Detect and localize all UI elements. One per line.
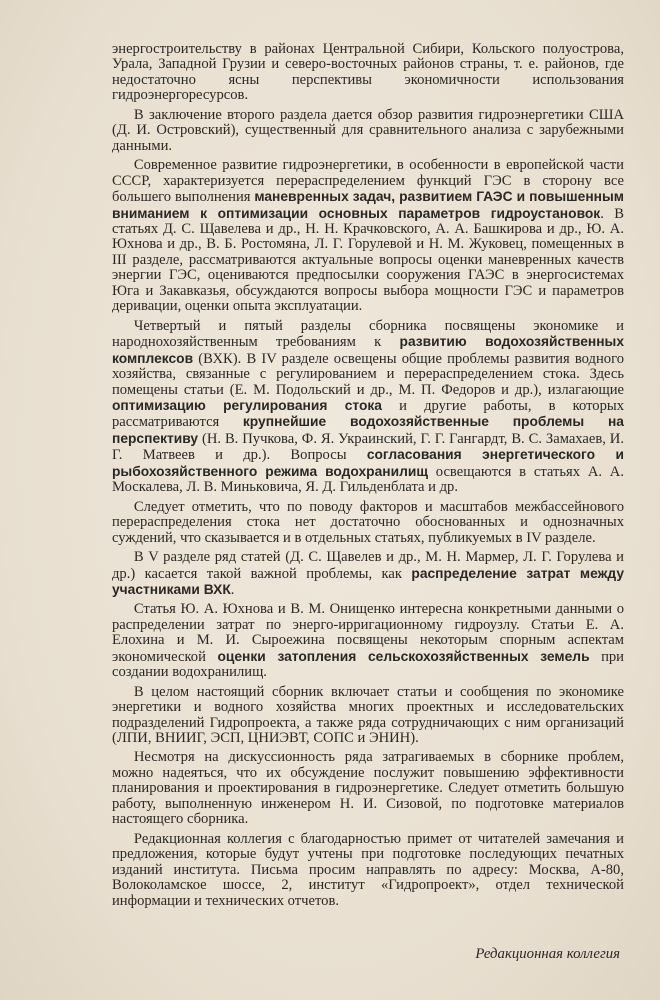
paragraph — [112, 108, 624, 154]
text-segment: Современное развитие гидроэнергетики, в особенности в европейской части СССР, характеризуется перераспределением функций ГЭС в сторону все большего выполнения — [112, 157, 624, 206]
text-segment: при создании водохранилищ. — [112, 648, 624, 681]
text-segment: освещаются в статьях А. А. Москалева, Л. В. Миньковича, Я. Д. Гильденблата и др. — [112, 463, 624, 496]
text-segment: (Н. В. Пучкова, Ф. Я. Украинский, Г. Г. Гангардт, В. С. Замахаев, И. Г. Матвеев и др.). Вопросы — [112, 430, 624, 464]
paragraph — [112, 832, 624, 909]
text-segment: . В статьях Д. С. Щавелева и др., Н. Н. Крачковского, А. А. Башкирова и др., Ю. А. Юхнова и др., В. Б. Ростомяна, Л. Г. Горулевой и Н. М. Жуковец, помещенных в III разделе, рассматриваются актуальные вопросы оценки маневренных качеств энергии ГЭС, оцениваются предпосылки сооружения ГАЭС в энергосистемах Юга и Закавказья, обсуждаются вопросы выбора мощности ГЭС и параметров деривации, оценки опыта эксплуатации. — [112, 205, 624, 315]
paragraph — [112, 602, 624, 680]
text-segment: Несмотря на дискуссионность ряда затрагиваемых в сборнике проблем, можно надеяться, что их обсуждение послужит повышению эффективности планирования и проектирования в гидроэнергетике. Следует отметить большую работу, выполненную инженером Н. И. Сизовой, по подготовке материалов настоящего сборника. — [112, 749, 624, 828]
paragraph — [112, 500, 624, 546]
text-segment: Редакционная коллегия с благодарностью примет от читателей замечания и предложения, которые будут учтены при подготовке последующих печатных изданий института. Письма просим направлять по адресу: Москва, А-80, Волоколамское шоссе, 2, институт «Гидропроект», отдел технической информации и технических отчетов. — [112, 830, 624, 909]
emphasized-text: оценки затопления сельскохозяйственных земель — [217, 648, 590, 664]
paragraph — [112, 550, 624, 598]
paragraph — [112, 685, 624, 747]
text-segment: В V разделе ряд статей (Д. С. Щавелев и др., М. Н. Мармер, Л. Г. Горулева и др.) касается такой важной проблемы, как — [112, 549, 624, 582]
text-segment: В целом настоящий сборник включает статьи и сообщения по экономике энергетики и водного хозяйства многих проектных и исследовательских подразделений Гидропроекта, а также ряда сотрудничающих с ним организаций (ЛПИ, ВНИИГ, ЭСП, ЦНИЭВТ, СОПС и ЭНИН). — [112, 683, 624, 747]
paragraph — [112, 750, 624, 827]
emphasized-text: маневренных задач, развитием ГАЭС и повышенным вниманием к оптимизации основных параметров гидроустановок — [112, 189, 624, 221]
emphasized-text: развитию водохозяйственных комплексов — [112, 334, 624, 366]
emphasized-text: распределение затрат между участниками ВХК — [112, 565, 624, 597]
text-segment: В заключение второго раздела дается обзор развития гидроэнергетики США (Д. И. Островский), существенный для сравнительного анализа с зарубежными данными. — [112, 106, 624, 154]
emphasized-text: крупнейшие водохозяйственные проблемы на перспективу — [112, 414, 624, 446]
text-segment: и другие работы, в которых рассматриваются — [112, 397, 624, 431]
text-segment: Следует отметить, что по поводу факторов и масштабов межбассейнового перераспределения стока нет достаточно обоснованных и однозначных суждений, что сказывается и в отдельных статьях, публикуемых в IV разделе. — [112, 498, 624, 546]
paragraph — [112, 319, 624, 496]
paragraph — [112, 158, 624, 315]
text-segment: Четвертый и пятый разделы сборника посвящены экономике и народнохозяйственным требованиям к — [112, 317, 624, 351]
paragraph — [112, 42, 624, 104]
emphasized-text: согласования энергетического и рыбохозяйственного режима водохранилищ — [112, 447, 624, 479]
text-segment: (ВХК). В IV разделе освещены общие проблемы развития водного хозяйства, связанные с регулированием и перераспределением стока. Здесь помещены статьи (Е. М. Подольский и др., М. П. Федоров и др.), излагающие — [112, 350, 624, 398]
text-segment: энергостроительству в районах Центральной Сибири, Кольского полуострова, Урала, Западной Грузии и северо-восточных районов страны, т. е. районов, где недостаточно ясны перспективы экономичности использования гидроэнергоресурсов. — [112, 41, 624, 104]
body-text — [112, 42, 624, 909]
text-segment: . — [230, 581, 235, 598]
text-segment: Статья Ю. А. Юхнова и В. М. Онищенко интересна конкретными данными о распределении затрат по энерго-ирригационному гидроузлу. Статьи Е. А. Елохина и М. И. Сыроежина посвящены некоторым спорным аспектам экономической — [112, 601, 624, 665]
signature: Редакционная коллегия — [475, 946, 620, 962]
emphasized-text: оптимизацию регулирования стока — [112, 397, 382, 413]
